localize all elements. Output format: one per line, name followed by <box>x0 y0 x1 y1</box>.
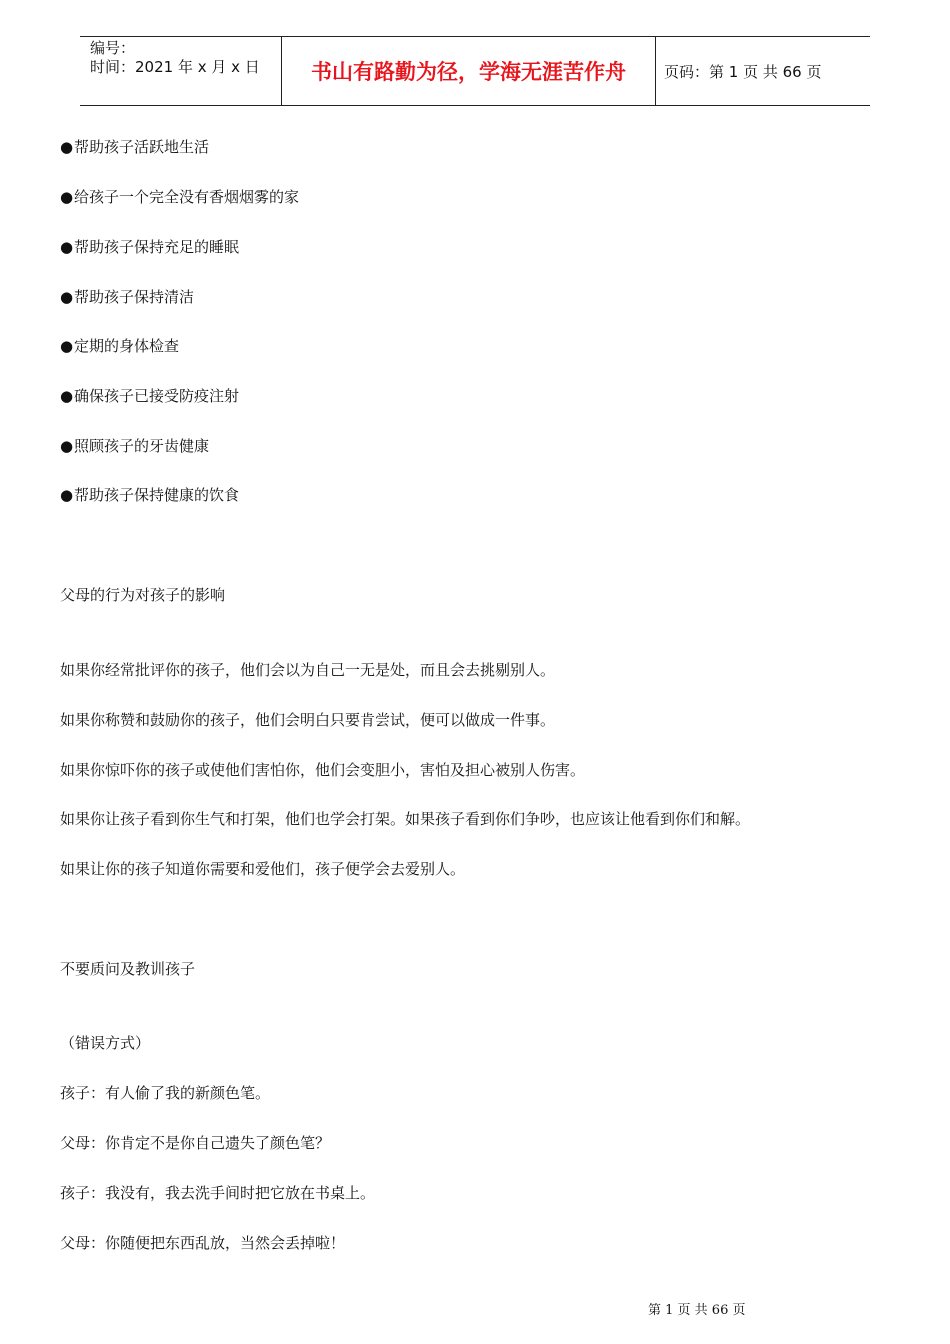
header-divider <box>655 37 656 105</box>
page-footer: 第 1 页 共 66 页 <box>648 1303 746 1318</box>
paragraph: 如果你称赞和鼓励你的孩子，他们会明白只要肯尝试，便可以做成一件事。 <box>60 711 556 729</box>
header-motto: 书山有路勤为径，学海无涯苦作舟 <box>311 60 626 84</box>
section-heading: 父母的行为对孩子的影响 <box>60 586 226 604</box>
bullet-icon: ● <box>60 486 74 504</box>
bullet-item: ●给孩子一个完全没有香烟烟雾的家 <box>60 188 300 206</box>
bullet-item: ●定期的身体检查 <box>60 337 180 355</box>
bullet-item: ●帮助孩子保持健康的饮食 <box>60 486 240 504</box>
dialogue-line: 父母：你随便把东西乱放，当然会丢掉啦！ <box>60 1234 346 1252</box>
bullet-item: ●帮助孩子保持充足的睡眠 <box>60 238 240 256</box>
bullet-item: ●确保孩子已接受防疫注射 <box>60 387 240 405</box>
dialogue-line: 孩子：有人偷了我的新颜色笔。 <box>60 1084 271 1102</box>
document-date: 时间：2021 年 x 月 x 日 <box>90 58 260 76</box>
header-page-info: 页码：第 1 页 共 66 页 <box>664 62 822 81</box>
dialogue-line: 孩子：我没有，我去洗手间时把它放在书桌上。 <box>60 1184 376 1202</box>
bullet-icon: ● <box>60 337 74 355</box>
section-heading: 不要质问及教训孩子 <box>60 960 196 978</box>
header-table <box>80 36 870 106</box>
bullet-item: ●照顾孩子的牙齿健康 <box>60 437 210 455</box>
section-subheading: （错误方式） <box>60 1034 151 1052</box>
bullet-icon: ● <box>60 188 74 206</box>
bullet-icon: ● <box>60 288 74 306</box>
bullet-item: ●帮助孩子活跃地生活 <box>60 138 210 156</box>
paragraph: 如果你让孩子看到你生气和打架，他们也学会打架。如果孩子看到你们争吵，也应该让他看到你们和解。 <box>60 810 751 828</box>
header-meta <box>90 39 260 77</box>
paragraph: 如果你惊吓你的孩子或使他们害怕你，他们会变胆小，害怕及担心被别人伤害。 <box>60 761 586 779</box>
bullet-icon: ● <box>60 238 74 256</box>
dialogue-line: 父母：你肯定不是你自己遗失了颜色笔？ <box>60 1134 331 1152</box>
paragraph: 如果让你的孩子知道你需要和爱他们，孩子便学会去爱别人。 <box>60 860 466 878</box>
document-number-label: 编号： <box>90 39 136 57</box>
bullet-icon: ● <box>60 138 74 156</box>
bullet-icon: ● <box>60 387 74 405</box>
bullet-item: ●帮助孩子保持清洁 <box>60 288 195 306</box>
bullet-icon: ● <box>60 437 74 455</box>
paragraph: 如果你经常批评你的孩子，他们会以为自己一无是处，而且会去挑剔别人。 <box>60 661 556 679</box>
